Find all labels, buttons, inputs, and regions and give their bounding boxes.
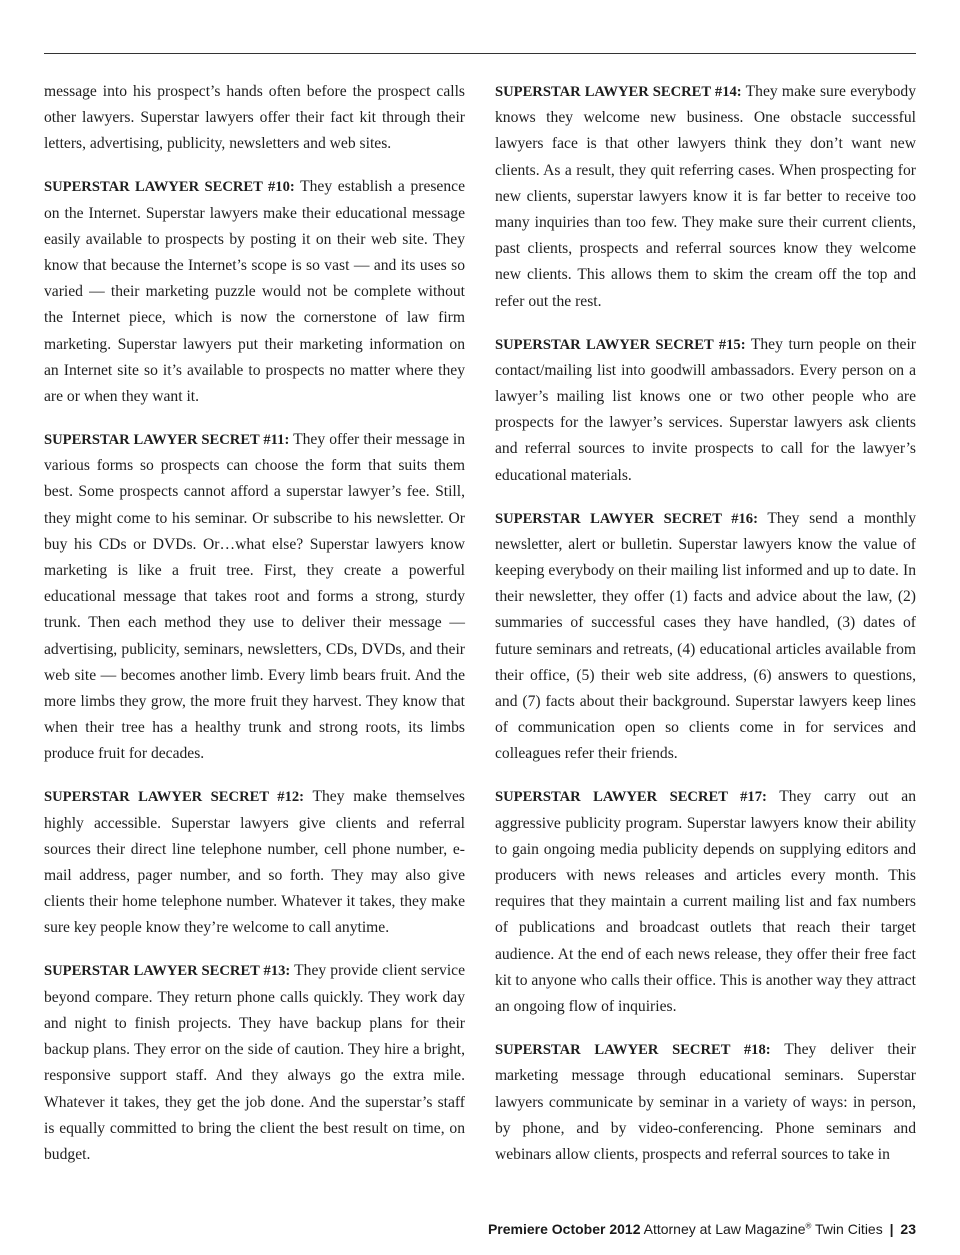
secret-14-body: They make sure everybody knows they welcome new business. One obstacle successful lawyers face is that other lawyers think they don’t want new clients. As a result, they quit referring cases. When prospecting for new clients, superstar lawyers know it is far better to receive too many inquiries than too few. They make sure their current clients, past clients, prospects and referral sources know they welcome new clients. This allows them to skim the cream off the top and refer out the rest. bbox=[495, 83, 917, 310]
secret-12-heading: SUPERSTAR LAWYER SECRET #12: bbox=[44, 789, 305, 806]
footer-trademark: ® bbox=[805, 1221, 812, 1231]
secret-11-body: They offer their message in various forms so prospects can choose the form that suits them best. Some prospects cannot afford a superstar lawyer’s fee. Still, they might come to his seminar. Or subscribe to his newsletter. Or buy his CDs or DVDs. Or…what else? Superstar lawyers know marketing is like a fruit tree. First, they create a powerful educational message that takes root and forms a strong, sturdy trunk. Then each method they use to deliver their message — advertising, publicity, seminars, newsletters, CDs, DVDs, and their web site — becomes another limb. Every limb bears fruit. And the more limbs they grow, the more fruit they harvest. They know that when their tree has a healthy trunk and strong roots, its limbs produce fruit for decades. bbox=[44, 431, 465, 763]
footer-edition: Twin Cities bbox=[815, 1221, 883, 1237]
secret-15-body: They turn people on their contact/mailing list into goodwill ambassadors. Every person on a lawyer’s mailing list knows one or two other people who are prospects for the lawyer’s services. Superstar lawyers ask clients and referral sources to invite prospects to call for the lawyer’s educational materials. bbox=[495, 335, 916, 484]
secret-18-body: They deliver their marketing message through educational seminars. Superstar lawyers communicate by seminar in a variety of ways: in person, by phone, and by video-conferencing. Phone seminars and webinars allow clients, prospects and referral sources to take in bbox=[495, 1041, 916, 1163]
secret-10-heading: SUPERSTAR LAWYER SECRET #10: bbox=[44, 179, 295, 196]
page-footer bbox=[488, 1221, 916, 1237]
secret-11-heading: SUPERSTAR LAWYER SECRET #11: bbox=[44, 432, 290, 449]
secret-18-paragraph bbox=[495, 1037, 916, 1168]
secret-18-heading: SUPERSTAR LAWYER SECRET #18: bbox=[495, 1042, 771, 1059]
secret-17-body: They carry out an aggressive publicity program. Superstar lawyers know their ability to gain ongoing media publicity depends on supplying editors and producers with news releases and articles every month. This requires that they maintain a current mailing list and fax numbers of publications and broadcast outlets that reach their target audience. At the end of each news release, they offer their free fact kit to anyone who calls their office. This is another way they attract an ongoing flow of inquiries. bbox=[495, 788, 916, 1016]
left-column bbox=[44, 79, 465, 1185]
secret-14-heading: SUPERSTAR LAWYER SECRET #14: bbox=[495, 84, 742, 100]
secret-17-paragraph bbox=[495, 784, 916, 1020]
top-rule bbox=[44, 53, 916, 54]
secret-16-heading: SUPERSTAR LAWYER SECRET #16: bbox=[495, 510, 758, 527]
secret-16-paragraph bbox=[495, 506, 916, 768]
page-number: 23 bbox=[900, 1221, 916, 1237]
secret-15-paragraph bbox=[495, 332, 916, 489]
right-column bbox=[495, 79, 916, 1185]
secret-14-paragraph bbox=[495, 79, 916, 315]
secret-13-paragraph bbox=[44, 958, 465, 1168]
footer-separator: | bbox=[889, 1221, 894, 1237]
secret-17-heading: SUPERSTAR LAWYER SECRET #17: bbox=[495, 789, 767, 806]
footer-magazine: Attorney at Law Magazine bbox=[643, 1221, 806, 1237]
secret-15-heading: SUPERSTAR LAWYER SECRET #15: bbox=[495, 336, 746, 353]
secret-11-paragraph bbox=[44, 427, 465, 768]
secret-16-body: They send a monthly newsletter, alert or bulletin. Superstar lawyers know the value of keeping everybody on their mailing list informed and up to date. In their newsletter, they offer (1) facts and advice about the law, (2) summaries of successful cases they have handled, (3) dates of future seminars and retreats, (4) educational articles available from their office, (5) their web site address, (6) answers to questions, and (7) facts about their background. Superstar lawyers keep lines of communication open so clients come in for services and colleagues refer their friends. bbox=[495, 509, 916, 763]
secret-13-heading: SUPERSTAR LAWYER SECRET #13: bbox=[44, 963, 291, 980]
secret-13-body: They provide client service beyond compare. They return phone calls quickly. They work day and night to finish projects. They have backup plans for their backup plans. They error on the side of caution. They hire a bright, responsive support staff. And they always go the extra mile. Whatever it takes, they get the job done. And the superstar’s staff is equally committed to bring the client the best result on time, on budget. bbox=[44, 962, 465, 1163]
secret-12-body: They make themselves highly accessible. Superstar lawyers give clients and referral sources their direct line telephone number, cell phone number, e-mail address, pager number, and so forth. They may also give clients their home telephone number. Whatever it takes, they make sure key people know they’re welcome to call anytime. bbox=[44, 788, 465, 937]
secret-10-paragraph bbox=[44, 174, 465, 410]
secret-10-body: They establish a presence on the Internet. Superstar lawyers make their educational message easily available to prospects by posting it on their web site. They know that because the Internet’s scope is so vast — and its uses so varied — their marketing puzzle would not be complete without the Internet piece, which is now the cornerstone of law firm marketing. Superstar lawyers put their marketing information on an Internet site so it’s available to prospects no matter where they are or when they want it. bbox=[44, 178, 465, 406]
footer-issue: Premiere October 2012 bbox=[487, 1221, 641, 1237]
secret-12-paragraph bbox=[44, 784, 465, 941]
intro-paragraph: message into his prospect’s hands often before the prospect calls other lawyers. Superstar lawyers offer their fact kit through their letters, advertising, publicity, newsletters and web sites. bbox=[44, 83, 465, 153]
